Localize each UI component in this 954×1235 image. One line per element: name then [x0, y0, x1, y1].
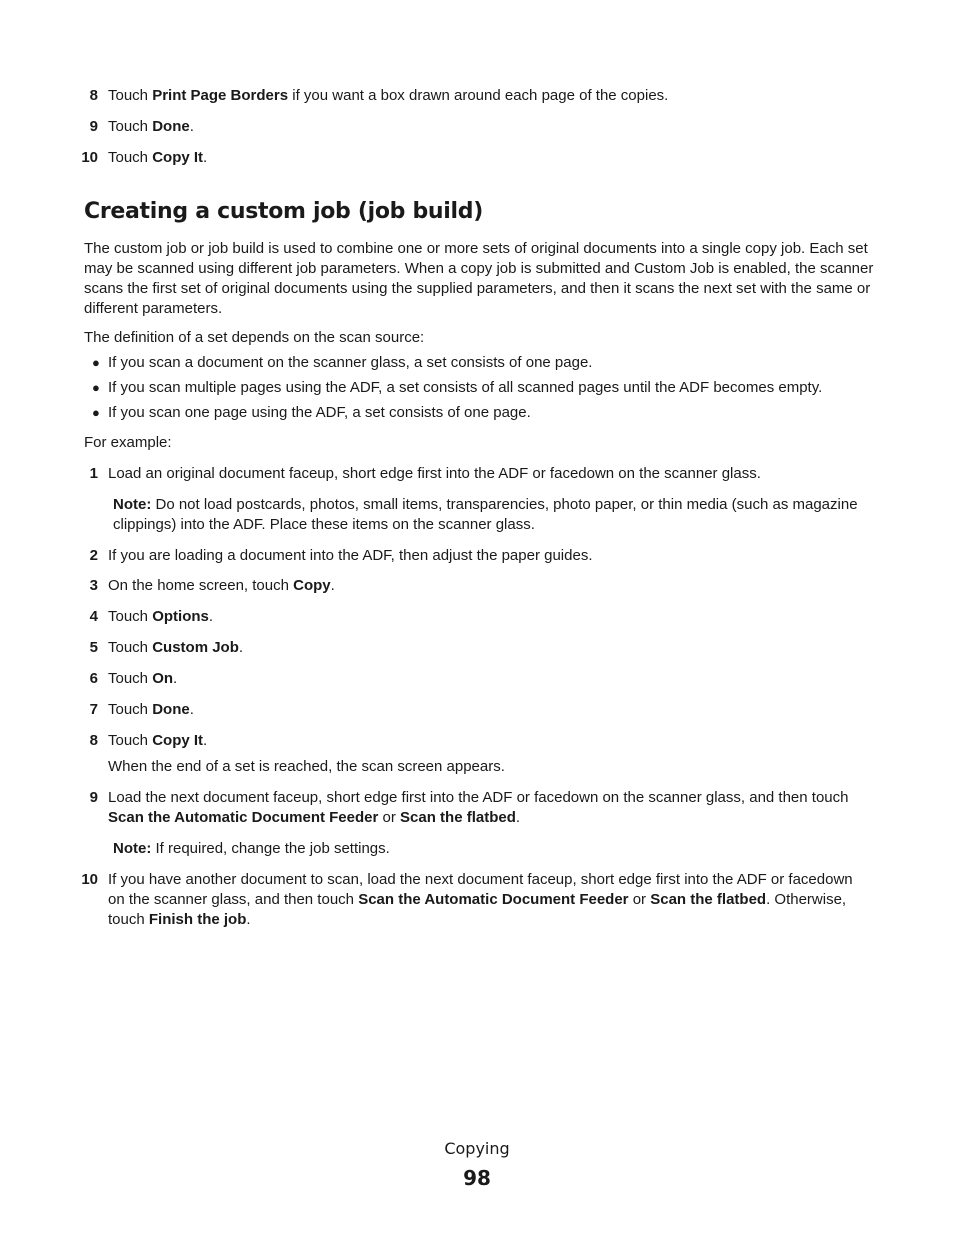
section-heading: Creating a custom job (job build)	[84, 199, 483, 224]
step-number: 3	[89, 577, 98, 594]
step-number: 9	[89, 118, 98, 135]
bullet-text: If you scan one page using the ADF, a set consists of one page.	[108, 404, 531, 421]
step-number: 10	[81, 871, 98, 888]
step-text: Touch	[108, 670, 153, 687]
step-text: Touch	[108, 639, 153, 656]
note-label: Note:	[113, 496, 152, 513]
step-text: .	[189, 118, 194, 135]
step-text: If you have another document to scan, load the next document faceup, short edge first into the ADF or facedown on the scanner glass, and then touch	[108, 871, 853, 908]
step-text: Touch	[108, 87, 153, 104]
footer-page-number: 98	[463, 1166, 491, 1190]
step-number: 5	[89, 639, 98, 656]
intro-paragraph: The custom job or job build is used to combine one or more sets of original documents into a single copy job. Each set may be scanned using different job parameters. When a copy job is submitted and Custom Job is enabled, the scanner scans the first set of original documents using the supplied parameters, and then it scans the next set with the same or different parameters.	[84, 240, 874, 317]
ui-label: Scan the flatbed	[400, 809, 516, 826]
step-number: 8	[89, 87, 98, 104]
ui-label: Print Page Borders	[152, 87, 289, 104]
ui-label: Copy It	[152, 732, 204, 749]
step-text: or	[378, 809, 401, 826]
bullet-icon: ●	[92, 380, 100, 395]
ui-label: Copy	[293, 577, 331, 594]
step-text: . Otherwise, touch	[108, 891, 847, 928]
step-text: Touch	[108, 149, 153, 166]
ui-label: Finish the job	[148, 911, 247, 928]
note-text: If required, change the job settings.	[151, 840, 390, 857]
ui-label: Done	[152, 118, 190, 135]
bullet-text: If you scan a document on the scanner glass, a set consists of one page.	[108, 354, 593, 371]
ui-label: Scan the flatbed	[650, 891, 767, 908]
step-number: 8	[89, 732, 98, 749]
step-text: .	[330, 577, 335, 594]
ui-label: Done	[152, 701, 190, 718]
step-text: On the home screen, touch	[108, 577, 294, 594]
step-number: 2	[89, 547, 98, 564]
step-text: Touch	[108, 701, 153, 718]
ui-label: Custom Job	[152, 639, 239, 656]
ui-label: Options	[152, 608, 209, 625]
step-number: 6	[89, 670, 98, 687]
step-text: if you want a box drawn around each page of the copies.	[288, 87, 669, 104]
step-number: 4	[89, 608, 98, 625]
example-label: For example:	[84, 434, 172, 451]
note-label: Note:	[113, 840, 152, 857]
ui-label: Copy It	[152, 149, 204, 166]
step-result-text: When the end of a set is reached, the scan screen appears.	[108, 758, 505, 775]
step-text: .	[203, 149, 208, 166]
step-text: .	[189, 701, 194, 718]
step-number: 7	[89, 701, 98, 718]
step-text: .	[238, 639, 244, 656]
step-number: 10	[81, 149, 98, 166]
step-text: .	[515, 809, 521, 826]
step-text: .	[246, 911, 251, 928]
step-text: Touch	[108, 732, 153, 749]
ui-label: Scan the Automatic Document Feeder	[358, 891, 629, 908]
ui-label: On	[152, 670, 174, 687]
note-1	[113, 495, 873, 535]
step-text: Load an original document faceup, short edge first into the ADF or facedown on the scanner glass.	[108, 465, 761, 482]
footer-section-label: Copying	[444, 1139, 510, 1158]
step-text: Touch	[108, 608, 153, 625]
step-text: Touch	[108, 118, 153, 135]
step-text: Load the next document faceup, short edge first into the ADF or facedown on the scanner glass, and then touch	[108, 789, 849, 806]
bullet-text: If you scan multiple pages using the ADF, a set consists of all scanned pages until the ADF becomes empty.	[108, 379, 823, 396]
bullet-icon: ●	[92, 405, 100, 420]
note-text: Do not load postcards, photos, small items, transparencies, photo paper, or thin media (such as magazine clippings) into the ADF. Place these items on the scanner glass.	[113, 496, 858, 533]
ui-label: Scan the Automatic Document Feeder	[108, 809, 379, 826]
step-text: .	[208, 608, 214, 625]
definition-paragraph: The definition of a set depends on the scan source:	[84, 329, 425, 346]
step-text: or	[628, 891, 651, 908]
step-text: If you are loading a document into the ADF, then adjust the paper guides.	[108, 547, 593, 564]
bullet-icon: ●	[92, 355, 100, 370]
note-2	[113, 839, 873, 859]
step-text: .	[203, 732, 208, 749]
step-number: 1	[89, 465, 98, 482]
step-text: .	[173, 670, 178, 687]
step-number: 9	[89, 789, 98, 806]
